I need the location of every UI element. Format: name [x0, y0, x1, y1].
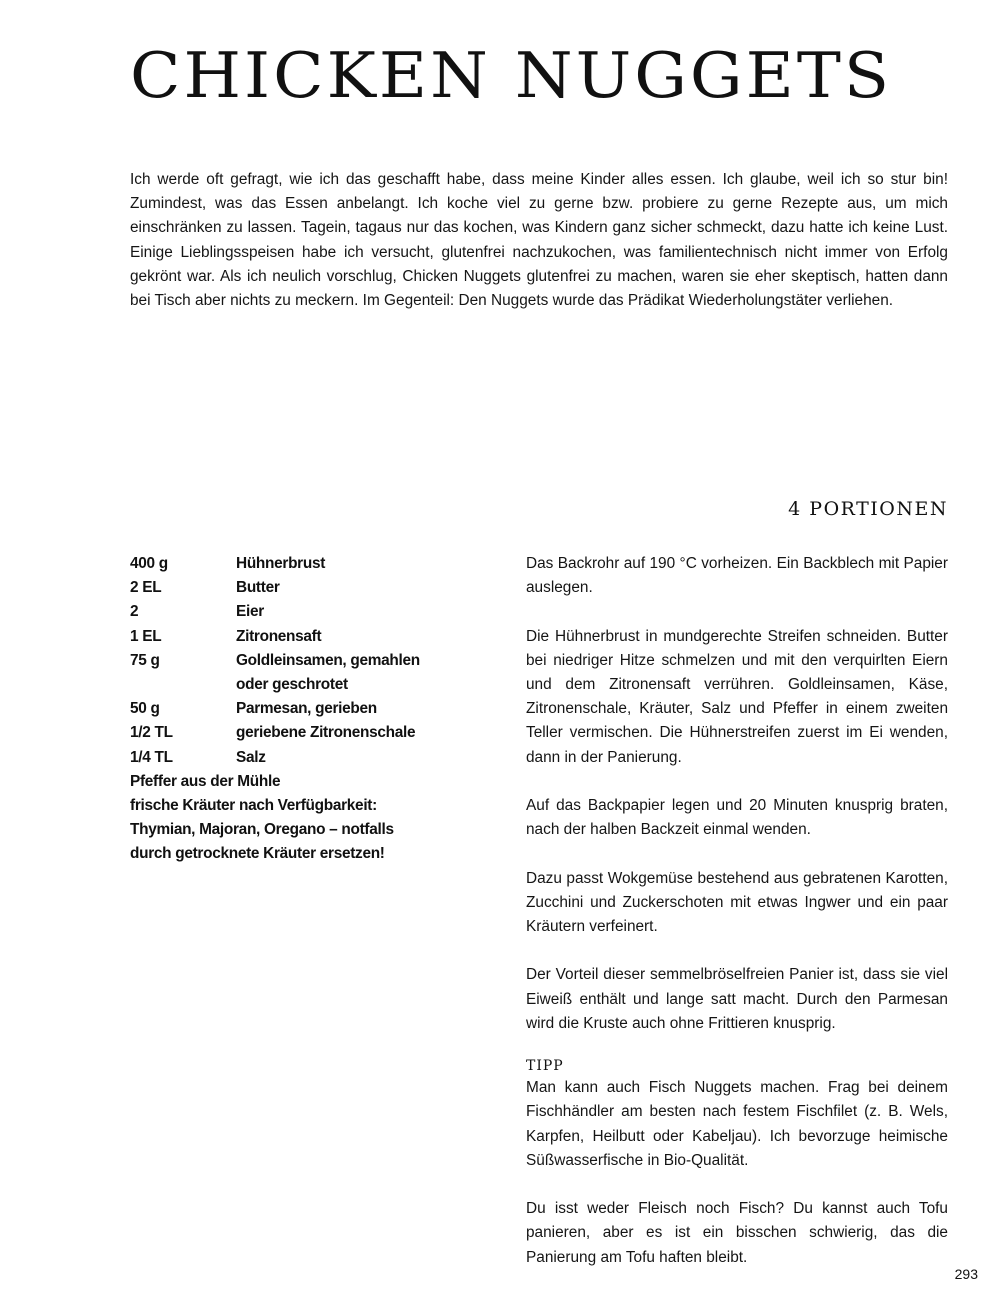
ingredient-name: geriebene Zitronenschale: [236, 724, 416, 742]
ingredient-name: Parmesan, gerieben: [236, 700, 377, 718]
portions-label: 4 PORTIONEN: [788, 498, 948, 520]
ingredient-name: Salz: [236, 748, 266, 766]
ingredient-row: [130, 600, 440, 624]
ingredient-extra: Pfeffer aus der Mühle: [130, 772, 281, 790]
ingredient-amount: 50 g: [130, 700, 160, 718]
recipe-title: CHICKEN NUGGETS: [130, 38, 893, 113]
ingredient-row: [130, 625, 440, 649]
ingredient-amount: 2 EL: [130, 579, 162, 597]
page-number: 293: [954, 1266, 978, 1282]
ingredient-amount: 2: [130, 603, 139, 621]
ingredient-amount: 1/4 TL: [130, 748, 173, 766]
ingredient-amount: 1/2 TL: [130, 724, 173, 742]
ingredient-name: Zitronensaft: [236, 627, 322, 645]
ingredient-amount: 400 g: [130, 555, 168, 572]
intro-paragraph: Ich werde oft gefragt, wie ich das geschafft habe, dass meine Kinder alles essen. Ich glaube, weil ich so stur bin! Zumindest, was das Essen anbelangt. Ich koche viel zu gerne bzw. probiere zu gerne Rezepte aus, um mich einschränken zu lassen. Tagein, tagaus nur das kochen, was Kindern ganz sicher schmeckt, dazu hatte ich keine Lust. Einige Lieblingsspeisen habe ich versucht, glutenfrei nachzukochen, was familientechnisch nicht immer von Erfolg gekrönt war. Als ich neulich vorschlug, Chicken Nuggets glutenfrei zu machen, waren sie eher skeptisch, hatten dann bei Tisch aber nichts zu meckern. Im Gegenteil: Den Nuggets wurde das Prädikat Wiederholungstäter verliehen.: [130, 171, 948, 310]
method-step: Auf das Backpapier legen und 20 Minuten knusprig braten, nach der halben Backzeit einmal wenden.: [526, 797, 948, 839]
ingredient-amount: 1 EL: [130, 627, 162, 645]
method-step: Das Backrohr auf 190 °C vorheizen. Ein Backblech mit Papier auslegen.: [526, 555, 948, 597]
ingredient-row: [130, 576, 440, 600]
tip-text: Man kann auch Fisch Nuggets machen. Frag bei deinem Fischhändler am besten nach festem Fischfilet (z. B. Wels, Karpfen, Heilbutt oder Kabeljau). Ich bevorzuge heimische Süßwasserfische in Bio-Qualität.: [526, 1079, 948, 1169]
method-step: Dazu passt Wokgemüse bestehend aus gebratenen Karotten, Zucchini und Zuckerschoten mit etwas Ingwer und ein paar Kräutern verfeinert.: [526, 869, 948, 935]
method-step: Der Vorteil dieser semmelbröselfreien Panier ist, dass sie viel Eiweiß enthält und lange satt macht. Durch den Parmesan wird die Kruste auch ohne Frittieren knusprig.: [526, 966, 948, 1032]
ingredient-name: Eier: [236, 603, 264, 621]
ingredient-list: [130, 552, 440, 867]
ingredient-row: [130, 697, 440, 721]
ingredient-name: Butter: [236, 579, 280, 597]
method-step: Die Hühnerbrust in mundgerechte Streifen schneiden. Butter bei niedriger Hitze schmelzen und mit den verquirlten Eiern und dem Zitronensaft verrühren. Goldleinsamen, Käse, Zitronenschale, Kräuter, Salz und Pfeffer in einem zweiten Teller vermischen. Die Hühnerstreifen zuerst im Ei wenden, dann in der Panierung.: [526, 627, 948, 766]
ingredient-extra: frische Kräuter nach Verfügbarkeit: Thymian, Majoran, Oregano – notfalls durch getrocknete Kräuter ersetzen!: [130, 797, 394, 863]
ingredient-amount: 75 g: [130, 651, 160, 669]
ingredient-row: [130, 721, 440, 745]
tip-text: Du isst weder Fleisch noch Fisch? Du kannst auch Tofu panieren, aber es ist ein bisschen schwierig, das die Panierung am Tofu haften bleibt.: [526, 1200, 948, 1266]
method-column: [526, 552, 948, 1294]
ingredient-row: [130, 746, 440, 770]
ingredient-row: [130, 649, 440, 697]
ingredient-name: Hühnerbrust: [236, 555, 326, 572]
tip-heading: TIPP: [526, 1058, 564, 1075]
ingredient-name: Goldleinsamen, gemahlen oder geschrotet: [236, 651, 420, 694]
ingredient-row: [130, 552, 440, 576]
